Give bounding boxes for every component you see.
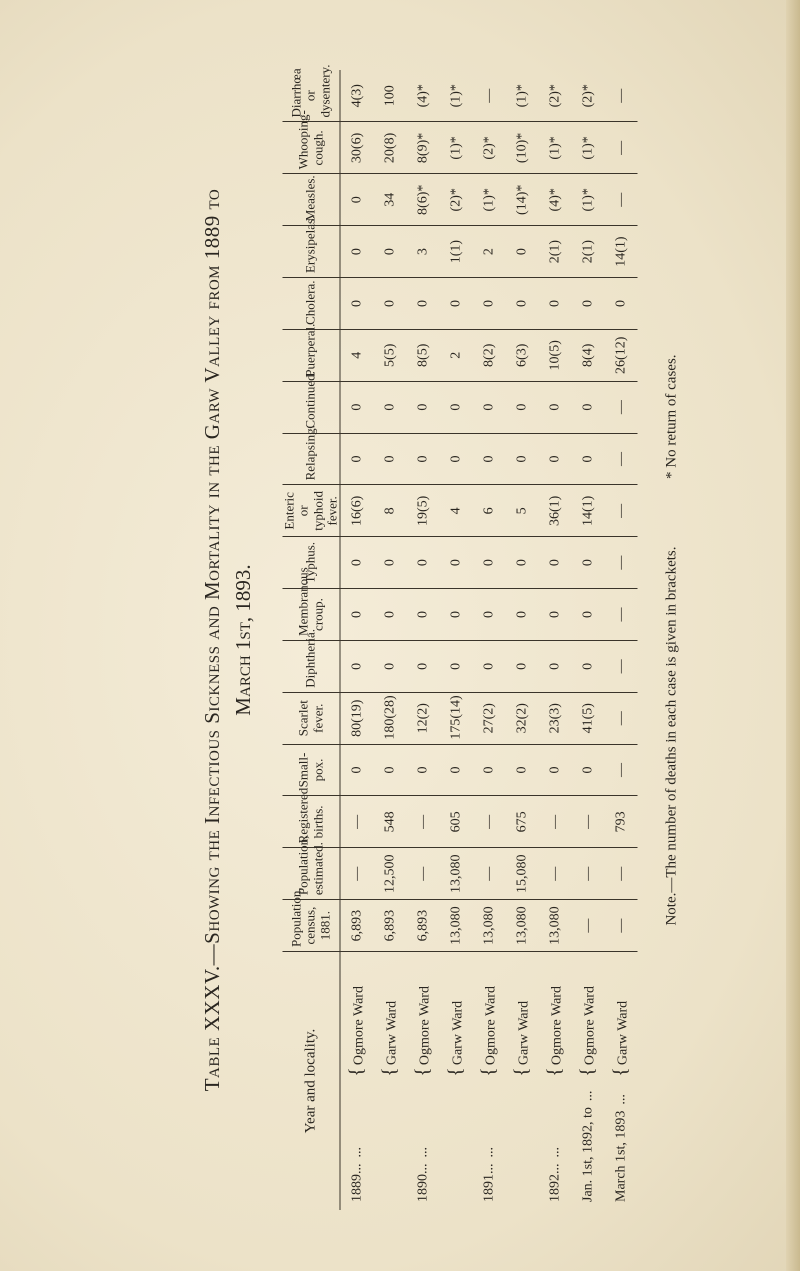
table-cell: 0 [572,744,605,796]
table-cell: 0 [440,589,473,641]
table-cell: — [605,848,638,900]
row-year-label: 1889... [349,1163,365,1202]
header-column: Membranous croup. [283,589,341,641]
row-leader-dots: ... [349,1147,365,1158]
table-cell: 0 [374,226,407,278]
row-ward-label: Ogmore Ward [351,986,367,1066]
table-cell: — [605,900,638,952]
table-cell: — [572,848,605,900]
table-row [407,70,440,1210]
table-cell: 8(5) [407,329,440,381]
table-cell: 0 [572,589,605,641]
header-year-and-locality: Year and locality. [283,952,341,1211]
table-cell: 2(1) [572,226,605,278]
header-column: Diarrhœa or dysentery. [283,70,341,122]
table-cell: 0 [473,589,506,641]
table-cell: (10)* [506,122,539,174]
row-ward [440,952,473,1081]
row-ward [407,952,440,1081]
header-column: Whooping-cough. [283,122,341,174]
table-cell: 605 [440,796,473,848]
row-ward-label: Ogmore Ward [549,986,565,1066]
table-cell: 8(4) [572,329,605,381]
row-year-label: Jan. 1st, 1892, to [580,1107,596,1202]
row-year [605,1081,638,1210]
table-cell: 0 [407,640,440,692]
header-column: Enteric or typhoid fever. [283,485,341,537]
table-cell: 0 [440,537,473,589]
table-cell: (2)* [440,174,473,226]
table-cell: — [539,796,572,848]
table-cell: 0 [539,537,572,589]
table-cell: 2 [473,226,506,278]
footnote-asterisk: * No return of cases. [663,354,680,479]
table-cell: 0 [407,278,440,330]
row-year [374,1081,407,1210]
row-year [473,1081,506,1210]
header-column: Cholera. [283,278,341,330]
table-body [340,70,638,1210]
table-cell: (1)* [572,174,605,226]
table-cell: 0 [374,744,407,796]
table-cell: 12,500 [374,848,407,900]
table-cell: 14(1) [605,226,638,278]
brace-glyph: { [345,1067,368,1077]
row-year-label: 1892... [547,1163,563,1202]
row-year [407,1081,440,1210]
table-cell: 15,080 [506,848,539,900]
table-cell: — [605,692,638,744]
table-cell: 4(3) [340,70,374,122]
table-cell: (1)* [440,122,473,174]
table-cell: (2)* [473,122,506,174]
row-ward [539,952,572,1081]
row-leader-dots: ... [580,1090,596,1102]
table-cell: 0 [506,589,539,641]
table-cell: 0 [374,433,407,485]
table-cell: 2(1) [539,226,572,278]
table-cell: 0 [407,744,440,796]
header-column: Scarlet fever. [283,692,341,744]
table-cell: 32(2) [506,692,539,744]
mortality-table [281,64,638,1210]
table-cell: 10(5) [539,329,572,381]
table-cell: 0 [340,640,374,692]
table-cell: (1)* [440,70,473,122]
row-ward [572,952,605,1081]
row-ward [506,952,539,1081]
table-cell: 0 [340,226,374,278]
table-cell: — [407,796,440,848]
brace-glyph: { [576,1067,599,1077]
table-cell: 0 [440,278,473,330]
table-cell: 6,893 [374,900,407,952]
table-row [506,70,539,1210]
table-cell: 8 [374,485,407,537]
table-cell: 0 [374,278,407,330]
header-column: Measles. [283,174,341,226]
table-cell: — [605,433,638,485]
row-year-label: 1891... [481,1163,497,1202]
table-cell: 8(2) [473,329,506,381]
table-cell: 4 [340,329,374,381]
table-cell: 0 [407,433,440,485]
title-line-2: March 1st, 1893. [231,564,255,716]
row-ward [340,952,374,1081]
table-header-row [283,70,341,1210]
table-cell: — [340,796,374,848]
row-year [572,1081,605,1210]
table-cell: 80(19) [340,692,374,744]
header-column: Registered births. [283,796,341,848]
table-cell: — [572,900,605,952]
table-cell: 0 [374,537,407,589]
table-cell: — [340,848,374,900]
table-cell: 0 [539,744,572,796]
table-cell: 19(5) [407,485,440,537]
table-cell: 0 [340,433,374,485]
table-cell: 0 [473,744,506,796]
table-cell: (4)* [407,70,440,122]
table-cell: — [605,122,638,174]
table-row [340,70,374,1210]
table-cell: 26(12) [605,329,638,381]
header-column: Erysipelas. [283,226,341,278]
row-ward [374,952,407,1081]
table-cell: — [605,640,638,692]
table-row [539,70,572,1210]
header-column: Small-pox. [283,744,341,796]
brace-glyph: { [411,1067,434,1077]
table-cell: 548 [374,796,407,848]
table-cell: 180(28) [374,692,407,744]
table-cell: 0 [473,433,506,485]
table-cell: 0 [473,278,506,330]
table-cell: 14(1) [572,485,605,537]
table-cell: 34 [374,174,407,226]
table-cell: 13,080 [539,900,572,952]
header-column: Diphtheria. [283,640,341,692]
table-cell: 0 [340,174,374,226]
table-cell: 0 [572,433,605,485]
table-cell: 0 [506,278,539,330]
table-cell: — [605,70,638,122]
table-cell: — [605,537,638,589]
table-cell: 0 [506,640,539,692]
table-cell: (2)* [572,70,605,122]
table-cell: 0 [539,278,572,330]
table-cell: 13,080 [440,848,473,900]
table-cell: 4 [440,485,473,537]
table-cell: 5(5) [374,329,407,381]
row-year [506,1081,539,1210]
table-cell: 0 [506,537,539,589]
table-cell: 0 [407,381,440,433]
table-cell: 0 [440,381,473,433]
header-column: Continued. [283,381,341,433]
table-cell: — [605,381,638,433]
table-cell: 13,080 [440,900,473,952]
table-cell: 0 [539,589,572,641]
table-cell: 8(6)* [407,174,440,226]
row-leader-dots: ... [481,1147,497,1158]
table-cell: 6,893 [340,900,374,952]
table-cell: 5 [506,485,539,537]
table-cell: 36(1) [539,485,572,537]
table-cell: 3 [407,226,440,278]
row-ward-label: Garw Ward [516,1000,532,1066]
table-cell: 0 [407,589,440,641]
table-cell: 0 [374,589,407,641]
table-cell: 2 [440,329,473,381]
table-cell: 0 [572,278,605,330]
row-ward-label: Garw Ward [615,1000,631,1066]
table-cell: 100 [374,70,407,122]
title-line-1: Table XXXV.—Showing the Infectious Sickness and Mortality in the Garw Valley from 1889 to [200,188,224,1092]
table-cell: — [473,796,506,848]
table-cell: 0 [440,640,473,692]
table-cell: 175(14) [440,692,473,744]
table-cell: 0 [340,537,374,589]
table-cell: 0 [539,433,572,485]
table-cell: 0 [506,433,539,485]
table-cell: — [473,848,506,900]
table-cell: (4)* [539,174,572,226]
table-cell: 8(9)* [407,122,440,174]
table-cell: (2)* [539,70,572,122]
table-cell: 16(6) [340,485,374,537]
table-cell: 20(8) [374,122,407,174]
table-cell: 0 [340,589,374,641]
table-cell: — [473,70,506,122]
header-column: Population, estimated. [283,848,341,900]
table-row [440,70,473,1210]
table-title [200,40,280,1240]
table-cell: 6 [473,485,506,537]
row-ward-label: Ogmore Ward [483,986,499,1066]
table-cell: 12(2) [407,692,440,744]
brace-glyph: { [510,1067,533,1077]
brace-glyph: { [543,1067,566,1077]
page-spine-shadow [786,0,800,1271]
table-cell: 0 [407,537,440,589]
table-cell: (1)* [572,122,605,174]
table-row [374,70,407,1210]
table-cell: (1)* [473,174,506,226]
row-ward-label: Garw Ward [384,1000,400,1066]
table-cell: — [605,744,638,796]
table-cell: 6,893 [407,900,440,952]
table-cell: 793 [605,796,638,848]
table-cell: 1(1) [440,226,473,278]
table-cell: — [605,174,638,226]
table-cell: 13,080 [473,900,506,952]
table-cell: 0 [506,744,539,796]
footnote [664,65,681,1215]
table-cell: 23(3) [539,692,572,744]
table-cell: (14)* [506,174,539,226]
row-ward-label: Ogmore Ward [417,986,433,1066]
table-cell: 0 [506,381,539,433]
brace-glyph: { [609,1067,632,1077]
table-cell: 0 [473,537,506,589]
row-leader-dots: ... [613,1094,629,1105]
header-column: Relapsing. [283,433,341,485]
row-leader-dots: ... [415,1147,431,1158]
table-cell: 0 [374,640,407,692]
table-cell: 27(2) [473,692,506,744]
row-year [340,1081,374,1210]
row-ward-label: Ogmore Ward [582,986,598,1066]
table-cell: 0 [440,744,473,796]
table-cell: 0 [340,381,374,433]
table-cell: 0 [374,381,407,433]
footnote-note: Note.—The number of deaths in each case is given in brackets. [663,546,680,926]
table-cell: — [605,589,638,641]
table-cell: (1)* [539,122,572,174]
row-year-label: March 1st, 1893 [613,1110,629,1202]
table-cell: 0 [572,640,605,692]
table-cell: 41(5) [572,692,605,744]
table-cell: 675 [506,796,539,848]
table-cell: 0 [539,640,572,692]
table-cell: — [407,848,440,900]
table-cell: — [539,848,572,900]
table-row [605,70,638,1210]
header-column: Population, census, 1881. [283,900,341,952]
row-ward [473,952,506,1081]
table-cell: — [605,485,638,537]
table-cell: 0 [440,433,473,485]
row-year-label: 1890... [415,1163,431,1202]
table-cell: 30(6) [340,122,374,174]
row-year [539,1081,572,1210]
row-ward [605,952,638,1081]
header-column: Typhus. [283,537,341,589]
table-cell: 0 [539,381,572,433]
table-cell: 0 [605,278,638,330]
brace-glyph: { [378,1067,401,1077]
table-cell: 13,080 [506,900,539,952]
table-cell: — [572,796,605,848]
table-cell: 0 [340,744,374,796]
row-ward-label: Garw Ward [450,1000,466,1066]
table-cell: 0 [473,640,506,692]
table-cell: 0 [572,381,605,433]
brace-glyph: { [444,1067,467,1077]
table-cell: (1)* [506,70,539,122]
table-cell: 0 [473,381,506,433]
table-cell: 6(3) [506,329,539,381]
table-cell: 0 [506,226,539,278]
table-cell: 0 [572,537,605,589]
row-leader-dots: ... [547,1147,563,1158]
mortality-table-container [281,64,636,1210]
table-row [473,70,506,1210]
header-column: Puerperal. [283,329,341,381]
table-row [572,70,605,1210]
table-cell: 0 [340,278,374,330]
brace-glyph: { [477,1067,500,1077]
row-year [440,1081,473,1210]
